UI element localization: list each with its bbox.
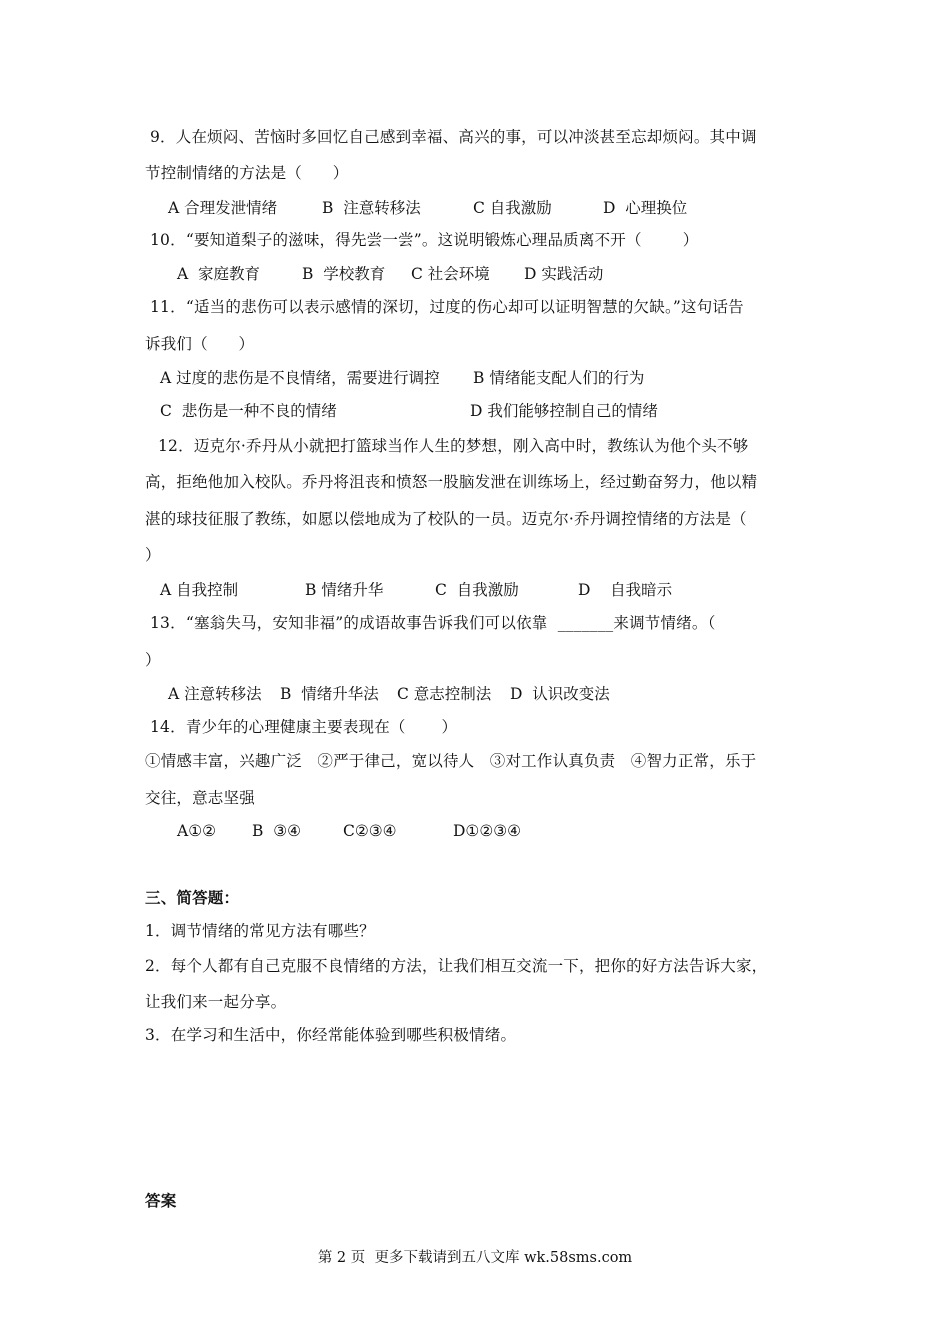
q13-option-c: C 意志控制法 [397, 685, 492, 703]
q14-option-c: C②③④ [343, 822, 397, 840]
q11-line1: 11．“适当的悲伤可以表示感情的深切，过度的伤心却可以证明智慧的欠缺。”这句话告 [150, 298, 744, 316]
q11-line2: 诉我们（ ） [145, 335, 255, 353]
q9-line1: 9．人在烦闷、苦恼时多回忆自己感到幸福、高兴的事，可以冲淡甚至忘却烦闷。其中调 [150, 128, 757, 146]
q12-option-a: A 自我控制 [160, 581, 239, 599]
q14-line3: 交往，意志坚强 [145, 789, 255, 807]
q12-option-b: B 情绪升华 [305, 581, 384, 599]
q12-option-d: D 自我暗示 [578, 581, 673, 599]
q10-option-a: A 家庭教育 [177, 265, 261, 283]
q14-option-a: A①② [177, 822, 216, 840]
q13-option-b: B 情绪升华法 [280, 685, 379, 703]
q12-line4: ） [145, 546, 161, 564]
q14-line1: 14．青少年的心理健康主要表现在（ ） [150, 718, 458, 736]
answer-heading: 答案 [145, 1191, 177, 1210]
q13-option-d: D 认识改变法 [510, 685, 610, 703]
q13-line1: 13．“塞翁失马，安知非福”的成语故事告诉我们可以依靠 _______来调节情绪。（ [150, 614, 716, 632]
q9-option-c: C 自我激励 [473, 199, 552, 217]
q12-line3: 湛的球技征服了教练，如愿以偿地成为了校队的一员。迈克尔·乔丹调控情绪的方法是（ [145, 510, 747, 528]
q13-option-a: A 注意转移法 [168, 685, 262, 703]
q13-line2: ） [145, 651, 161, 669]
q11-option-b: B 情绪能支配人们的行为 [473, 369, 645, 387]
q9-line2: 节控制情绪的方法是（ ） [145, 164, 349, 182]
section3-heading: 三、简答题： [145, 888, 240, 907]
q9-option-d: D 心理换位 [603, 199, 688, 217]
q11-option-d: D 我们能够控制自己的情绪 [470, 402, 658, 420]
section3-item-1: 1．调节情绪的常见方法有哪些？ [145, 922, 375, 940]
section3-item-2: 2．每个人都有自己克服不良情绪的方法，让我们相互交流一下，把你的好方法告诉大家， [145, 957, 768, 975]
q9-option-b: B 注意转移法 [322, 199, 421, 217]
q11-option-c: C 悲伤是一种不良的情绪 [160, 402, 337, 420]
section3-item-2-cont: 让我们来一起分享。 [145, 993, 287, 1011]
q10-line1: 10．“要知道梨子的滋味，得先尝一尝”。这说明锻炼心理品质离不开（ ） [150, 231, 699, 249]
q12-option-c: C 自我激励 [435, 581, 519, 599]
section3-item-3: 3．在学习和生活中，你经常能体验到哪些积极情绪。 [145, 1026, 517, 1044]
q14-option-d: D①②③④ [453, 822, 522, 840]
q12-line1: 12．迈克尔·乔丹从小就把打篮球当作人生的梦想，刚入高中时，教练认为他个头不够 [158, 437, 749, 455]
q10-option-b: B 学校教育 [302, 265, 386, 283]
q14-option-b: B ③④ [252, 822, 302, 840]
q12-line2: 高，拒绝他加入校队。乔丹将沮丧和愤怒一股脑发泄在训练场上，经过勤奋努力，他以精 [145, 473, 758, 491]
q10-option-c: C 社会环境 [411, 265, 490, 283]
q11-option-a: A 过度的悲伤是不良情绪，需要进行调控 [160, 369, 440, 387]
q10-option-d: D 实践活动 [524, 265, 604, 283]
q14-line2: ①情感丰富，兴趣广泛 ②严于律己，宽以待人 ③对工作认真负责 ④智力正常，乐于 [145, 752, 757, 770]
page-footer: 第 2 页 更多下载请到五八文库 wk.58sms.com [317, 1250, 633, 1266]
q9-option-a: A 合理发泄情绪 [168, 199, 278, 217]
